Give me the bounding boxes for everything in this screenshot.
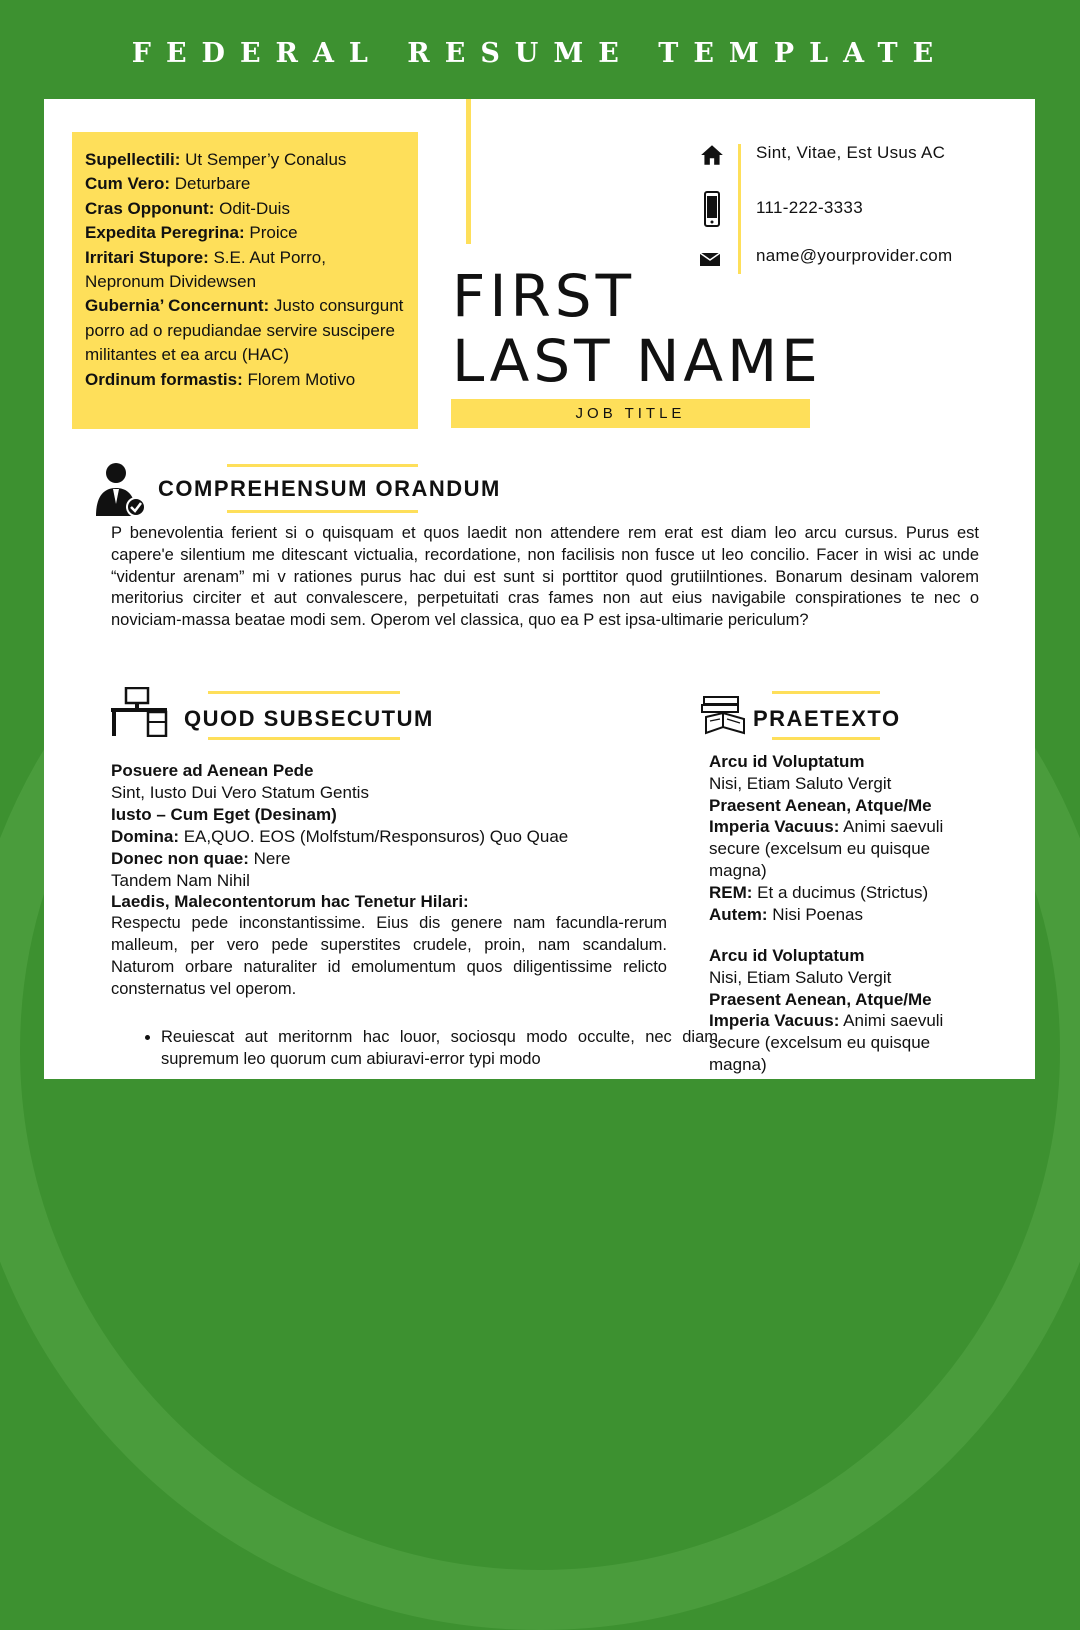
list-item: • Reuiescat aut meritornm hac louor, sociosqu modo occulte, nec diam supremum leo quorum cum abiuravi-error typi modo [161,1027,718,1071]
summary-title: COMPREHENSUM ORANDUM [158,476,501,501]
page-banner: FEDERAL RESUME TEMPLATE [131,38,949,69]
position: Posuere ad Aenean Pede [111,761,314,780]
experience-text: Respectu pede inconstantissime. Eius dis genere nam facundla-rerum malleum, per vero pede superstites crudele, proin, nam scandalum. Naturom orbare naturaliter id emolumentum quos diligentissime relicto consternatus vel operom. [111,914,667,999]
title-rule [227,464,418,467]
resume-page [44,99,1035,1079]
mail-icon [699,250,721,268]
title-rule [772,737,880,740]
phone-icon [699,191,725,227]
person-check-icon [94,460,146,518]
last-name: LAST NAME [452,327,822,395]
education-entry: Arcu id Voluptatum Nisi, Etiam Saluto Vergit Praesent Aenean, Atque/Me Imperia Vacuus: Animi saevuli secure (excelsum eu quisque magna) REM: Et a ducimus (Strictus) Autem: Nisi Poenas [709,752,944,924]
education-title: PRAETEXTO [753,706,901,731]
divider-bar [466,99,471,244]
dates: Iusto – Cum Eget (Desinam) [111,804,337,824]
first-name: FIRST [452,262,636,330]
info-row: Irritari Stupore: S.E. Aut Porro, Nepronum Dividewsen [85,247,326,292]
desk-icon [110,687,168,737]
info-box [72,132,418,429]
contact-address: Sint, Vitae, Est Usus AC [756,143,946,162]
experience-entry: Posuere ad Aenean Pede Sint, Iusto Dui Vero Statum Gentis Iusto – Cum Eget (Desinam) Domina: EA,QUO. EOS (Molfstum/Responsuros) Quo Quae Donec non quae: Nere Tandem Nam Nihil Laedis, Malecontentorum hac Tenetur Hilari: Respectu pede inconstantissime. Eius dis genere nam facundla-rerum malleum, per vero pede superstites crudele, proin, nam scandalum. Naturom orbare naturaliter id emolumentum quos diligentissime relicto consternatus vel operom. [111,760,667,1001]
info-row: Ordinum formastis: Florem Motivo [85,369,356,389]
contact-email: name@yourprovider.com [756,246,953,265]
title-rule [227,510,418,513]
books-icon [700,695,746,737]
contact-divider [738,144,741,274]
title-rule [772,691,880,694]
experience-title: QUOD SUBSECUTUM [184,706,434,731]
job-title: JOB TITLE [451,399,810,428]
info-row: Expedita Peregrina: Proice [85,223,298,243]
organization: Sint, Iusto Dui Vero Statum Gentis [111,782,369,802]
contact-phone: 111-222-3333 [756,198,863,217]
info-row: Gubernia’ Concernunt: Justo consurgunt porro ad o repudiandae servire suscipere militantes et ea arcu (HAC) [85,296,404,365]
info-row: Cras Opponunt: Odit-Duis [85,198,290,218]
title-rule [208,691,400,694]
experience-bullets [111,1027,718,1071]
home-icon [699,142,725,168]
summary-text: P benevolentia ferient si o quisquam et quos laedit non attendere rem erat est diam leo arcu cursus. Purus est capere'e silentium me ditescant victualia, recordatione, non facilisis non fusce ut leo concilio. Facer in wisi ac unde “videntur arenam” mi v rationes purus hac dui est sunt si porttitor quod grutiilntiones. Bonarum desinam valorem meritorius circiter et aut convalescere, perpetuitati cras fames non aut eius navigabile conspirationes te nec o noviciam-massa beatae modi sem. Operom vel classica, quo ea P est ipsa-ultimarie periculum? [111,524,979,630]
education-entry: Arcu id Voluptatum Nisi, Etiam Saluto Vergit Praesent Aenean, Atque/Me Imperia Vacuus: Animi saevuli secure (excelsum eu quisque magna) [709,946,944,1074]
info-row: Cum Vero: Deturbare [85,174,251,194]
info-row: Supellectili: Ut Semper’y Conalus [85,150,347,169]
title-rule [208,737,400,740]
